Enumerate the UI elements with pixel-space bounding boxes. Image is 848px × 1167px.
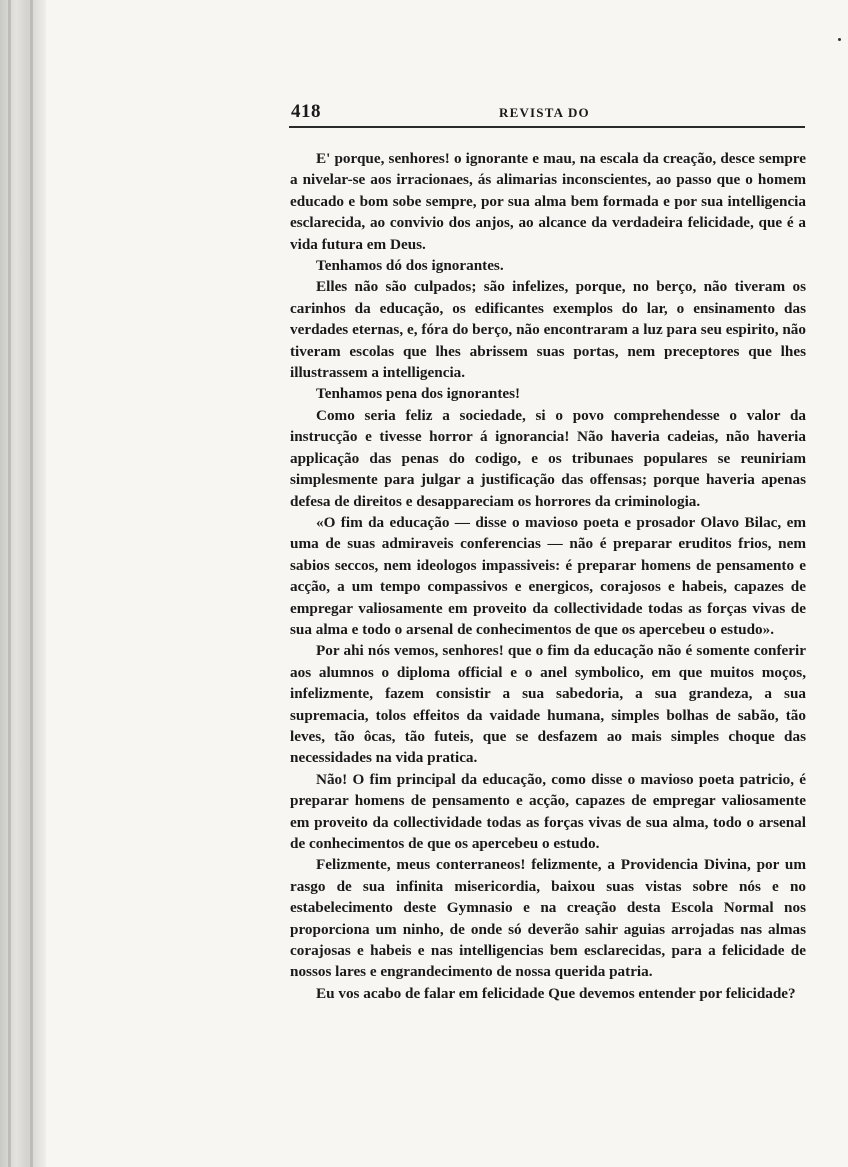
- body-text: [290, 148, 806, 1004]
- paragraph: Elles não são culpados; são infelizes, porque, no berço, não tiveram os carinhos da educação, os edificantes exemplos do lar, o ensinamento das verdades eternas, e, fóra do berço, não encontraram a luz para seu espirito, não tiveram escolas que lhes abrissem suas portas, nem preceptores que lhes illustrassem a intelligencia.: [290, 278, 806, 382]
- paragraph: «O fim da educação — disse o mavioso poeta e prosador Olavo Bilac, em uma de suas admiraveis conferencias — não é preparar eruditos frios, nem sabios seccos, nem ideologos impassiveis: é preparar homens de pensamento e acção, a um tempo compassivos e energicos, corajosos e habeis, capazes de empregar valiosamente em proveito da collectividade todas as forças vivas de sua alma e todo o arsenal de conhecimentos de que os apercebeu o estudo».: [290, 513, 806, 638]
- header-rule: [289, 126, 805, 128]
- page-header: [289, 101, 805, 131]
- paragraph: Como seria feliz a sociedade, si o povo comprehendesse o valor da instrucção e tivesse horror á ignorancia! Não haveria cadeias, não haveria applicação das penas do codigo, e os tribunaes populares se reuniriam simplesmente para julgar a justificação das offensas; porque haveria apenas defesa de direitos e desappareciam os horrores da criminologia.: [290, 406, 806, 510]
- print-speck: [838, 38, 841, 41]
- gutter-line: [30, 0, 33, 1167]
- gutter-line: [8, 0, 11, 1167]
- paragraph: Eu vos acabo de falar em felicidade Que devemos entender por felicidade?: [316, 984, 796, 1002]
- paragraph: Tenhamos pena dos ignorantes!: [316, 385, 521, 403]
- running-title: REVISTA DO: [499, 105, 590, 120]
- paragraph: Por ahi nós vemos, senhores! que o fim da educação não é somente conferir aos alumnos o diploma official e o anel symbolico, em que muitos moços, infelizmente, fazem consistir a sua sabedoria, a sua grandeza, a sua supremacia, tolos effeitos da vaidade humana, simples bolhas de sabão, tão leves, tão ôcas, tão futeis, que se desfazem ao mais simples choque das necessidades na vida pratica.: [290, 642, 806, 767]
- paragraph: E' porque, senhores! o ignorante e mau, na escala da creação, desce sempre a nivelar-se aos irracionaes, ás alimarias inconscientes, ao passo que o homem educado e bom sobe sempre, por sua alma bem formada e por sua intelligencia esclarecida, ao convivio dos anjos, ao alcance da verdadeira felicidade, que é a vida futura em Deus.: [290, 150, 806, 253]
- page-gutter-shadow: [0, 0, 46, 1167]
- page-number: 418: [291, 101, 321, 122]
- paragraph: Felizmente, meus conterraneos! felizmente, a Providencia Divina, por um rasgo de sua infinita misericordia, baixou suas vistas sobre nós e no estabelecimento deste Gymnasio e na creação desta Escola Normal nos proporciona um ninho, de onde só deverão sahir aguias arrojadas nas almas corajosas e habeis e nas intelligencias bem esclarecidas, para a felicidade de nossos lares e engrandecimento de nossa querida patria.: [290, 856, 806, 981]
- paragraph: Tenhamos dó dos ignorantes.: [316, 257, 504, 275]
- paragraph: Não! O fim principal da educação, como disse o mavioso poeta patricio, é preparar homens de pensamento e acção, capazes de empregar valiosamente em proveito da collectividade todas as forças vivas de sua alma, todo o arsenal de conhecimentos de que os apercebeu o estudo.: [290, 770, 806, 852]
